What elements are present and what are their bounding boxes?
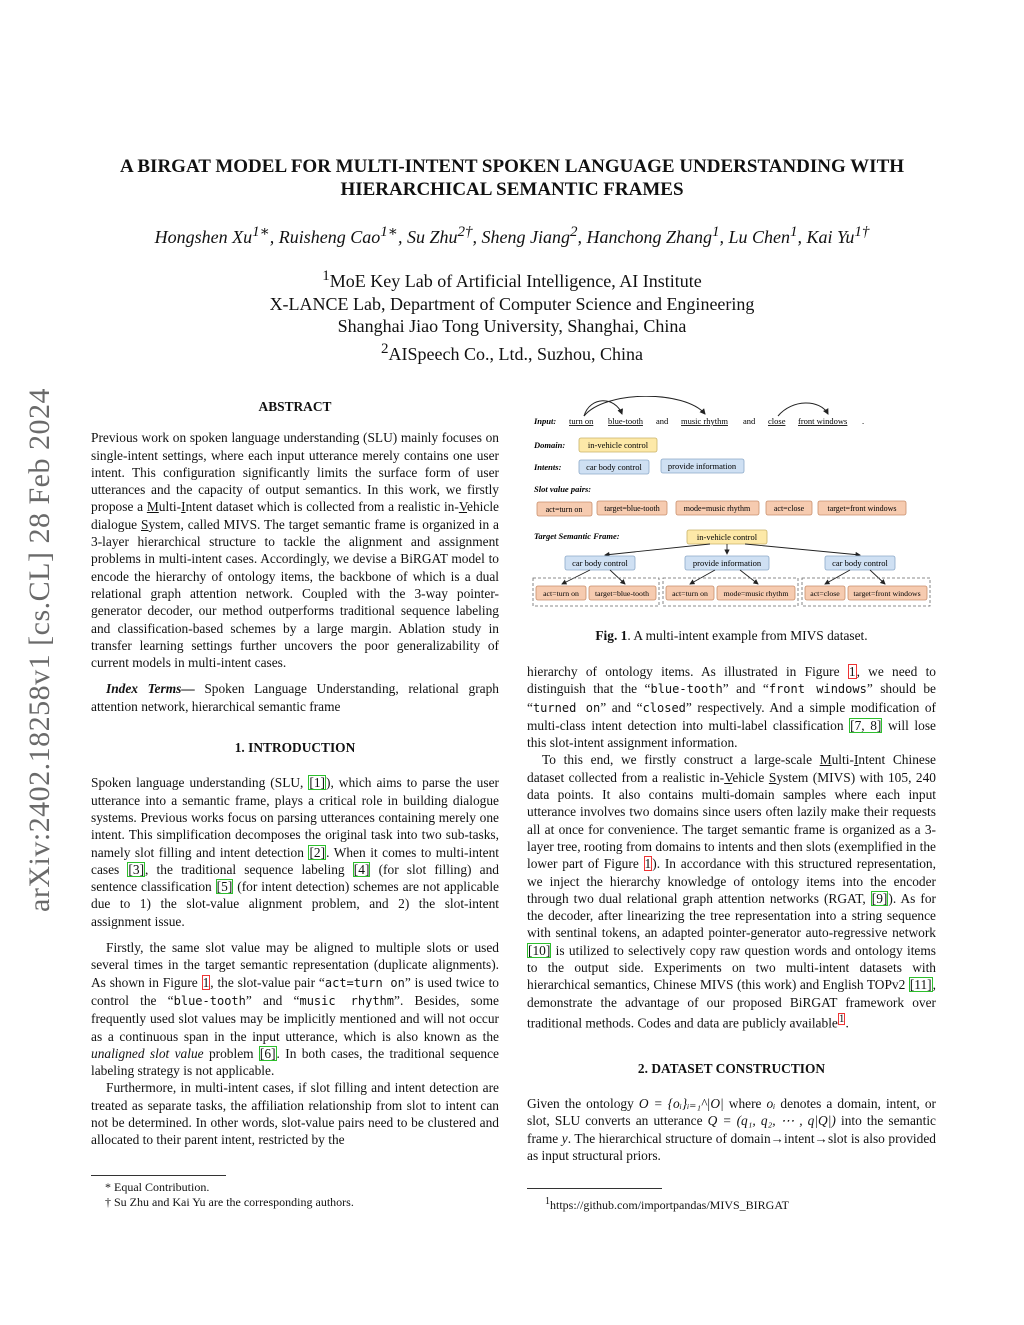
fig-edge bbox=[745, 544, 860, 555]
fig-tree-slot-text: act=turn on bbox=[543, 589, 579, 598]
figure-1-caption bbox=[527, 628, 936, 644]
footnote-rule-left bbox=[91, 1175, 226, 1176]
affiliation-4 bbox=[80, 338, 944, 366]
affiliation-2: X-LANCE Lab, Department of Computer Science and Engineering bbox=[269, 293, 755, 314]
author: Kai Yu bbox=[806, 227, 855, 247]
footnote-url bbox=[545, 1194, 935, 1213]
citation-link[interactable]: [11] bbox=[909, 977, 932, 993]
author: Sheng Jiang bbox=[481, 227, 570, 247]
intro-paragraph-1: Spoken language understanding (SLU, [1]), which aims to parse the user utterance into a semantic frame, plays a critical role in building dialogue systems. Previous works focus on parsing utterances containing merely one intent. This simplification decomposes the original task into two sub-tasks, namely slot filling and intent detection [2]. When it comes to multi-intent cases [3], the traditional sequence labeling [4] (for slot filling) and sentence classification [5] (for intent detection) schemes are not applicable due to 1) the slot-value alignment problem, and 2) the slot-intent assignment issue. bbox=[91, 775, 500, 929]
citation-link[interactable]: [5] bbox=[216, 879, 233, 895]
section-2-heading: 2. DATASET CONSTRUCTION bbox=[637, 1060, 826, 1076]
caption-label: Fig. 1 bbox=[595, 628, 628, 643]
figure-link[interactable]: 1 bbox=[202, 974, 210, 990]
right-paragraph-2: To this end, we firstly construct a large-scale Multi-Intent Chinese dataset collected from a realistic in-Vehicle System (MIVS) with 105, 240 data points. It also contains multi-domain samples where each input utterance involves two domains since users often lazily make their requests all at once for convenience. The target semantic frame is organized as a 3-layer tree, rooting from domains to intents and then slots (exemplified in the lower part of Figure 1). In accordance with this structured representation, we inject the hierarchy knowledge of ontology items into the encoder through two dual relational graph attention networks (RGAT, [9]). As for the decoder, after linearizing the tree representation into a string sequence with sentinal tokens, an adapted pointer-generator auto-regressive network [10] is utilized to selectively copy raw question words and ontology items to the output side. Experiments on two multi-intent datasets with hierarchical semantics, Chinese MIVS (this work) and English TOPv2 [11], demonstrate the advantage of our proposed BiRGAT framework over traditional methods. Codes and data are publicly available$^1$. bbox=[527, 752, 936, 1031]
left-column bbox=[91, 398, 499, 1149]
fig-domain-value: in-vehicle control bbox=[587, 440, 649, 450]
fig-input-word: close bbox=[768, 416, 786, 426]
fig-tree-intent-text: car body control bbox=[832, 558, 888, 568]
fig-input-label: Input: bbox=[534, 416, 557, 426]
affil-sup: 1 bbox=[322, 268, 330, 284]
affil-sup: 2 bbox=[381, 340, 389, 357]
arxiv-identifier: arXiv:2402.18258v1 [cs.CL] 28 Feb 2024 bbox=[23, 388, 56, 912]
author-sup: 1† bbox=[854, 224, 870, 240]
affil-text: MoE Key Lab of Artificial Intelligence, AI Institute bbox=[329, 271, 702, 291]
intro-paragraph-3: Furthermore, in multi-intent cases, if slot filling and intent detection are treated as separate tasks, the affiliation relationship from slot to intent can not be determined. In other words, slot-value pairs need to be clustered and allocated to their parent intent, restricted by the bbox=[91, 1080, 499, 1148]
author: Lu Chen bbox=[728, 227, 791, 247]
paper-title bbox=[80, 155, 944, 201]
affiliation-1 bbox=[80, 265, 944, 293]
fig-tsf-label: Target Semantic Frame: bbox=[534, 531, 620, 541]
author: Ruisheng Cao bbox=[278, 227, 381, 247]
title-line-1: A BIRGAT MODEL FOR MULTI-INTENT SPOKEN LANGUAGE UNDERSTANDING WITH bbox=[119, 156, 905, 177]
fig-slot-text: target=blue-tooth bbox=[604, 504, 660, 513]
title-line-2: HIERARCHICAL SEMANTIC FRAMES bbox=[340, 179, 684, 200]
author-sup: 1∗ bbox=[380, 224, 398, 240]
index-terms-label: Index Terms— bbox=[106, 681, 195, 697]
fig-edge bbox=[870, 570, 885, 584]
fig-tree-slot-text: act=close bbox=[810, 589, 840, 598]
figure-link[interactable]: 1 bbox=[848, 664, 856, 679]
citation-link[interactable]: [4] bbox=[353, 861, 370, 877]
fig-arc bbox=[584, 396, 705, 416]
author-sup: 2 bbox=[570, 224, 578, 240]
fig-tree-slot-text: target=blue-tooth bbox=[594, 589, 650, 598]
author-sup: 1∗ bbox=[252, 224, 270, 240]
fig-input-word: and bbox=[743, 416, 756, 426]
fig-tree-intent-text: car body control bbox=[572, 558, 628, 568]
citation-link[interactable]: [3] bbox=[128, 861, 145, 877]
index-terms: Index Terms— Spoken Language Understanding, relational graph attention network, hierarchical semantic frame bbox=[91, 681, 499, 714]
citation-link[interactable]: [1] bbox=[309, 775, 325, 791]
fig-intent-text: car body control bbox=[586, 462, 642, 472]
citation-link[interactable]: [9] bbox=[871, 890, 888, 906]
author: Su Zhu bbox=[407, 227, 458, 247]
fig-input-word: and bbox=[656, 416, 669, 426]
math-oi: oᵢ bbox=[766, 1096, 776, 1111]
affiliation-3: Shanghai Jiao Tong University, Shanghai, China bbox=[337, 316, 687, 336]
fig-slot-text: act=close bbox=[773, 504, 805, 513]
fig-tree-slot-text: target=front windows bbox=[853, 589, 921, 598]
author: Hongshen Xu bbox=[154, 227, 253, 247]
intro-heading: 1. INTRODUCTION bbox=[234, 740, 356, 756]
footnote-rule-right bbox=[527, 1188, 662, 1189]
fig-slot-text: act=turn on bbox=[545, 505, 583, 514]
citation-link[interactable]: [10] bbox=[528, 942, 551, 958]
citation-link[interactable]: [6] bbox=[259, 1045, 276, 1061]
fig-arc bbox=[778, 403, 828, 416]
footnote-sup: 1 bbox=[545, 1196, 550, 1207]
fig-slots-label: Slot value pairs: bbox=[534, 484, 592, 494]
figure-1-diagram bbox=[530, 396, 940, 621]
affil-text: AISpeech Co., Ltd., Suzhou, China bbox=[388, 343, 643, 364]
affiliations bbox=[80, 265, 944, 365]
fig-input-word: front windows bbox=[798, 416, 848, 426]
section-2-paragraph: Given the ontology O = {oᵢ}ᵢ₌₁^|O| where oᵢ denotes a domain, intent, or slot, SLU converts an utterance Q = (q₁, q₂, ⋯ , q|Q|) into the semantic frame y. The hierarchical structure of domain→intent→slot is also provided as input structural priors. bbox=[527, 1096, 936, 1163]
fig-root-text: in-vehicle control bbox=[696, 532, 758, 542]
fig-intents-label: Intents: bbox=[534, 462, 562, 472]
fig-tree-slot-text: act=turn on bbox=[672, 589, 708, 598]
footnote-url-text[interactable]: https://github.com/importpandas/MIVS_BIRGAT bbox=[550, 1198, 789, 1212]
fig-edge bbox=[690, 570, 715, 584]
arxiv-sidebar bbox=[22, 355, 58, 945]
fig-domain-label: Domain: bbox=[534, 440, 566, 450]
footnote-link[interactable]: 1 bbox=[838, 1012, 845, 1025]
footnotes-left bbox=[105, 1180, 500, 1210]
citation-link[interactable]: [7, 8] bbox=[850, 717, 882, 733]
fig-input-word: . bbox=[862, 416, 865, 426]
citation-link[interactable]: [2] bbox=[309, 844, 326, 860]
fig-input-word: music rhythm bbox=[681, 416, 728, 426]
math-utterance: Q = (q₁, q₂, ⋯ , q|Q|) bbox=[707, 1113, 836, 1129]
right-paragraph-1: hierarchy of ontology items. As illustrated in Figure 1, we need to distinguish that the “blue-tooth” and “front windows” should be “turned on” and “closed” respectively. And a simple modification of multi-class intent detection into multi-label classification [7, 8] will lose this slot-intent assignment information. bbox=[527, 664, 937, 751]
footnote-corresponding: † Su Zhu and Kai Yu are the corresponding authors. bbox=[105, 1195, 354, 1209]
author-sup: 2† bbox=[457, 224, 473, 240]
right-column bbox=[527, 663, 936, 1164]
fig-edge bbox=[825, 570, 850, 584]
fig-edge bbox=[740, 570, 758, 584]
author-sup: 1 bbox=[790, 224, 798, 240]
fig-edge bbox=[562, 570, 590, 584]
fig-intent-text: provide information bbox=[667, 461, 737, 471]
math-ontology: O = {oᵢ}ᵢ₌₁^|O| bbox=[638, 1096, 724, 1111]
fig-tree-intent-text: provide information bbox=[692, 558, 762, 568]
abstract-text: Previous work on spoken language understanding (SLU) mainly focuses on single-intent settings, where each input utterance merely contains one user intent. This configuration significantly limits the surface form of user utterances and the capacity of output semantics. In this work, we firstly propose a Multi-Intent dataset which is collected from a realistic in-Vehicle dialogue System, called MIVS. The target semantic frame is organized in a 3-layer hierarchical structure to tackle the alignment and assignment problems in multi-intent cases. Accordingly, we devise a BiRGAT model to encode the hierarchy of ontology items, the backbone of which is a dual relational graph attention network. Coupled with the 3-way pointer-generator decoder, our method outperforms traditional sequence labeling and classification-based schemes by a large margin. Ablation study in transfer learning settings further uncovers the poor generalizability of current models in multi-intent cases. bbox=[91, 430, 499, 671]
math-y: y bbox=[561, 1130, 568, 1146]
footnote-equal-contribution: * Equal Contribution. bbox=[105, 1180, 210, 1194]
fig-input-word: turn on bbox=[569, 416, 594, 426]
fig-slot-text: target=front windows bbox=[827, 504, 897, 513]
author: Hanchong Zhang bbox=[586, 227, 712, 247]
caption-text: . A multi-intent example from MIVS dataset. bbox=[627, 628, 868, 643]
intro-paragraph-2: Firstly, the same slot value may be aligned to multiple slots or used several times in the target semantic representation (duplicate alignments). As shown in Figure 1, the slot-value pair “act=turn on” is used twice to control the “blue-tooth” and “music rhythm”. Besides, some frequently used slot values may be implicitly mentioned and will not occur as a continuous span in the input utterance, which is also known as the unaligned slot value problem [6]. In both cases, the traditional sequence labeling strategy is not applicable. bbox=[91, 940, 500, 1079]
fig-tree-slot-text: mode=music rhythm bbox=[723, 589, 789, 598]
fig-edge bbox=[605, 544, 710, 555]
fig-input-word: blue-tooth bbox=[608, 416, 643, 426]
abstract-heading: ABSTRACT bbox=[258, 399, 332, 414]
author-list: Hongshen $Xu^{1∗}$, Ruisheng Cao$^{1∗}$, Su Zhu$^{2\dagger}$, Sheng Jiang$^2$, Hanchong Zhang$^1$, Lu Chen$^1$, Kai $Yu^{1\dagger}$ bbox=[154, 224, 870, 247]
fig-slot-text: mode=music rhythm bbox=[683, 504, 751, 513]
figure-link[interactable]: 1 bbox=[644, 856, 652, 872]
author-sup: 1 bbox=[712, 224, 720, 240]
fig-edge bbox=[610, 570, 625, 584]
